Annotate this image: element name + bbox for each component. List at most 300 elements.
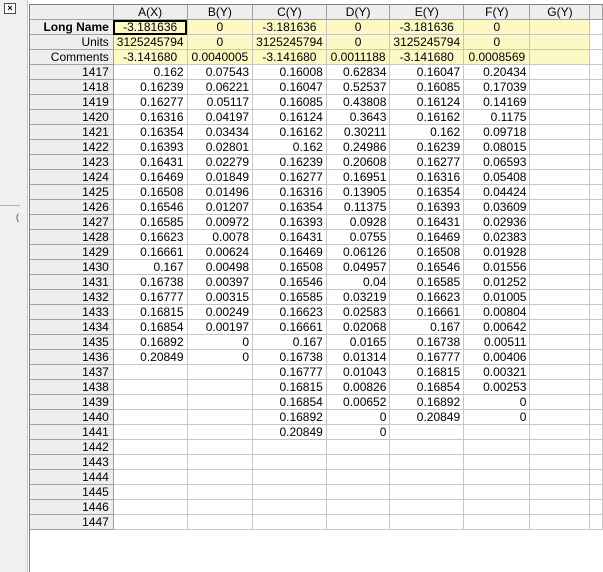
- data-cell[interactable]: 0.16585: [113, 215, 187, 230]
- worksheet-grid[interactable]: [29, 4, 603, 572]
- data-cell[interactable]: 0.16777: [390, 350, 464, 365]
- data-cell[interactable]: 0.16815: [390, 365, 464, 380]
- meta-cell[interactable]: [530, 50, 590, 65]
- data-cell[interactable]: 0.04424: [464, 185, 530, 200]
- data-cell[interactable]: [113, 380, 187, 395]
- data-cell[interactable]: 0.16777: [113, 290, 187, 305]
- data-cell[interactable]: [390, 440, 464, 455]
- data-cell[interactable]: 0.16623: [253, 305, 327, 320]
- data-cell[interactable]: [113, 515, 187, 530]
- data-cell[interactable]: 0.16239: [390, 140, 464, 155]
- data-cell[interactable]: 0.16162: [390, 110, 464, 125]
- data-cell[interactable]: [390, 515, 464, 530]
- meta-cell[interactable]: [530, 20, 590, 35]
- data-cell[interactable]: 0.52537: [326, 80, 390, 95]
- meta-cell[interactable]: 0: [326, 20, 390, 35]
- meta-cell[interactable]: 3125245794: [253, 35, 327, 50]
- data-cell[interactable]: [390, 500, 464, 515]
- data-cell[interactable]: [113, 395, 187, 410]
- data-cell[interactable]: 0.167: [390, 320, 464, 335]
- data-cell[interactable]: 0.16354: [113, 125, 187, 140]
- row-number[interactable]: 1427: [30, 215, 113, 230]
- data-cell[interactable]: 0.01005: [464, 290, 530, 305]
- data-cell[interactable]: 0.16585: [253, 290, 327, 305]
- column-header[interactable]: C(Y): [253, 5, 327, 20]
- data-cell[interactable]: [326, 455, 390, 470]
- data-cell[interactable]: [530, 515, 590, 530]
- data-cell[interactable]: [530, 95, 590, 110]
- data-cell[interactable]: 0.16892: [390, 395, 464, 410]
- data-cell[interactable]: 0.16316: [390, 170, 464, 185]
- data-cell[interactable]: 0.16623: [390, 290, 464, 305]
- row-number[interactable]: 1424: [30, 170, 113, 185]
- column-header[interactable]: D(Y): [326, 5, 390, 20]
- data-cell[interactable]: 0.16277: [390, 155, 464, 170]
- data-cell[interactable]: [530, 335, 590, 350]
- row-number[interactable]: 1438: [30, 380, 113, 395]
- data-cell[interactable]: 0.16085: [253, 95, 327, 110]
- data-cell[interactable]: 0.16623: [113, 230, 187, 245]
- data-cell[interactable]: [187, 440, 253, 455]
- data-cell[interactable]: [187, 485, 253, 500]
- row-filler: [590, 185, 603, 200]
- data-cell[interactable]: 0: [464, 395, 530, 410]
- data-cell[interactable]: 0.03609: [464, 200, 530, 215]
- close-icon[interactable]: ×: [4, 3, 16, 14]
- row-filler: [590, 260, 603, 275]
- data-cell[interactable]: [464, 485, 530, 500]
- meta-cell[interactable]: [530, 35, 590, 50]
- data-cell[interactable]: 0.16162: [253, 125, 327, 140]
- data-cell[interactable]: 0.16951: [326, 170, 390, 185]
- row-filler: [590, 350, 603, 365]
- data-cell[interactable]: [113, 455, 187, 470]
- row-number[interactable]: 1428: [30, 230, 113, 245]
- data-cell[interactable]: [464, 515, 530, 530]
- data-cell[interactable]: [390, 470, 464, 485]
- row-number[interactable]: 1430: [30, 260, 113, 275]
- row-number[interactable]: 1418: [30, 80, 113, 95]
- data-cell[interactable]: 0.02279: [187, 155, 253, 170]
- data-cell[interactable]: [530, 230, 590, 245]
- row-filler: [590, 410, 603, 425]
- data-cell[interactable]: 0.16508: [113, 185, 187, 200]
- data-cell[interactable]: 0.06126: [326, 245, 390, 260]
- data-cell[interactable]: [113, 440, 187, 455]
- table-row: [30, 170, 603, 185]
- column-header[interactable]: A(X): [113, 5, 187, 20]
- row-number[interactable]: 1441: [30, 425, 113, 440]
- data-cell[interactable]: 0.162: [113, 65, 187, 80]
- row-filler: [590, 110, 603, 125]
- meta-row-label[interactable]: Units: [30, 35, 113, 50]
- column-header-filler: [590, 5, 603, 20]
- data-cell[interactable]: [530, 485, 590, 500]
- meta-cell[interactable]: 0.0008569: [464, 50, 530, 65]
- data-cell[interactable]: [326, 440, 390, 455]
- data-cell[interactable]: 0.02583: [326, 305, 390, 320]
- data-cell[interactable]: 0.20608: [326, 155, 390, 170]
- data-cell[interactable]: 0.16508: [390, 245, 464, 260]
- data-cell[interactable]: [253, 500, 327, 515]
- data-cell[interactable]: [530, 215, 590, 230]
- meta-cell[interactable]: -3.181636: [113, 20, 187, 35]
- row-number[interactable]: 1444: [30, 470, 113, 485]
- data-cell[interactable]: 0.00197: [187, 320, 253, 335]
- data-cell[interactable]: [530, 395, 590, 410]
- data-cell[interactable]: 0.01043: [326, 365, 390, 380]
- data-cell[interactable]: 0.16661: [113, 245, 187, 260]
- data-cell[interactable]: [530, 155, 590, 170]
- data-cell[interactable]: 0.16316: [113, 110, 187, 125]
- data-cell[interactable]: 0.03219: [326, 290, 390, 305]
- data-cell[interactable]: 0.08015: [464, 140, 530, 155]
- data-cell[interactable]: [253, 455, 327, 470]
- corner-cell[interactable]: [30, 5, 113, 20]
- data-cell[interactable]: 0.11375: [326, 200, 390, 215]
- data-cell[interactable]: 0.16854: [113, 320, 187, 335]
- data-cell[interactable]: [187, 410, 253, 425]
- row-number[interactable]: 1433: [30, 305, 113, 320]
- data-cell[interactable]: 0.16431: [390, 215, 464, 230]
- data-cell[interactable]: [530, 380, 590, 395]
- data-cell[interactable]: [390, 455, 464, 470]
- data-cell[interactable]: [530, 500, 590, 515]
- data-cell[interactable]: 0.0165: [326, 335, 390, 350]
- data-cell[interactable]: [530, 320, 590, 335]
- column-header[interactable]: F(Y): [464, 5, 530, 20]
- data-cell[interactable]: [530, 455, 590, 470]
- row-number[interactable]: 1425: [30, 185, 113, 200]
- data-cell[interactable]: 0.00397: [187, 275, 253, 290]
- meta-row-label[interactable]: Comments: [30, 50, 113, 65]
- data-cell[interactable]: [187, 500, 253, 515]
- column-header[interactable]: B(Y): [187, 5, 253, 20]
- data-cell[interactable]: 0.06593: [464, 155, 530, 170]
- data-cell[interactable]: 0.16854: [390, 380, 464, 395]
- data-cell[interactable]: [390, 485, 464, 500]
- data-cell[interactable]: [326, 500, 390, 515]
- table-row: [30, 245, 603, 260]
- row-number[interactable]: 1446: [30, 500, 113, 515]
- meta-cell[interactable]: 0: [464, 35, 530, 50]
- data-cell[interactable]: 0.01928: [464, 245, 530, 260]
- meta-cell[interactable]: 0: [326, 35, 390, 50]
- row-number[interactable]: 1423: [30, 155, 113, 170]
- data-cell[interactable]: 0: [187, 335, 253, 350]
- data-cell[interactable]: 0.16393: [253, 215, 327, 230]
- data-cell[interactable]: 0.00972: [187, 215, 253, 230]
- row-number[interactable]: 1417: [30, 65, 113, 80]
- column-header[interactable]: G(Y): [530, 5, 590, 20]
- data-cell[interactable]: 0.16431: [253, 230, 327, 245]
- data-cell[interactable]: 0.16277: [113, 95, 187, 110]
- data-cell[interactable]: 0.17039: [464, 80, 530, 95]
- data-cell[interactable]: [187, 380, 253, 395]
- data-cell[interactable]: 0.16546: [253, 275, 327, 290]
- data-cell[interactable]: 0.01252: [464, 275, 530, 290]
- row-filler: [590, 170, 603, 185]
- data-cell[interactable]: 0.16047: [390, 65, 464, 80]
- data-cell[interactable]: [187, 395, 253, 410]
- data-cell[interactable]: [530, 170, 590, 185]
- row-number[interactable]: 1435: [30, 335, 113, 350]
- data-cell[interactable]: 0.01496: [187, 185, 253, 200]
- data-cell[interactable]: 0.3643: [326, 110, 390, 125]
- data-cell[interactable]: 0.16469: [253, 245, 327, 260]
- data-cell[interactable]: [113, 425, 187, 440]
- row-number[interactable]: 1437: [30, 365, 113, 380]
- data-cell[interactable]: 0.00511: [464, 335, 530, 350]
- data-cell[interactable]: 0.01849: [187, 170, 253, 185]
- data-cell[interactable]: [530, 410, 590, 425]
- data-cell[interactable]: 0.16546: [390, 260, 464, 275]
- row-filler: [590, 320, 603, 335]
- data-cell[interactable]: 0.03434: [187, 125, 253, 140]
- data-cell[interactable]: 0.16469: [390, 230, 464, 245]
- data-cell[interactable]: 0.00321: [464, 365, 530, 380]
- data-cell[interactable]: 0.16585: [390, 275, 464, 290]
- data-cell[interactable]: 0.00498: [187, 260, 253, 275]
- row-number[interactable]: 1445: [30, 485, 113, 500]
- data-cell[interactable]: [530, 365, 590, 380]
- data-cell[interactable]: 0.04197: [187, 110, 253, 125]
- row-number[interactable]: 1443: [30, 455, 113, 470]
- data-cell[interactable]: 0.20849: [253, 425, 327, 440]
- meta-cell[interactable]: 0: [464, 20, 530, 35]
- data-cell[interactable]: [464, 470, 530, 485]
- row-number[interactable]: 1426: [30, 200, 113, 215]
- meta-cell[interactable]: -3.141680: [253, 50, 327, 65]
- row-number[interactable]: 1419: [30, 95, 113, 110]
- data-cell[interactable]: [253, 515, 327, 530]
- data-cell[interactable]: [326, 515, 390, 530]
- data-cell[interactable]: 0.00406: [464, 350, 530, 365]
- data-cell[interactable]: [530, 470, 590, 485]
- row-number[interactable]: 1442: [30, 440, 113, 455]
- data-cell[interactable]: 0.16892: [113, 335, 187, 350]
- data-cell[interactable]: 0.16815: [253, 380, 327, 395]
- data-cell[interactable]: 0.16354: [390, 185, 464, 200]
- data-cell[interactable]: [530, 290, 590, 305]
- data-cell[interactable]: 0.20849: [113, 350, 187, 365]
- data-cell[interactable]: 0.16431: [113, 155, 187, 170]
- data-cell[interactable]: 0.05117: [187, 95, 253, 110]
- row-number[interactable]: 1434: [30, 320, 113, 335]
- data-cell[interactable]: [530, 245, 590, 260]
- row-number[interactable]: 1432: [30, 290, 113, 305]
- data-cell[interactable]: 0.00804: [464, 305, 530, 320]
- row-number[interactable]: 1422: [30, 140, 113, 155]
- data-cell[interactable]: 0.04957: [326, 260, 390, 275]
- data-cell[interactable]: [530, 125, 590, 140]
- row-filler: [590, 65, 603, 80]
- data-cell[interactable]: 0.00315: [187, 290, 253, 305]
- row-number[interactable]: 1439: [30, 395, 113, 410]
- data-cell[interactable]: 0.16738: [390, 335, 464, 350]
- data-cell[interactable]: [464, 425, 530, 440]
- data-cell[interactable]: 0.1175: [464, 110, 530, 125]
- data-cell[interactable]: 0.20849: [390, 410, 464, 425]
- data-cell[interactable]: 0.0755: [326, 230, 390, 245]
- data-cell[interactable]: [530, 260, 590, 275]
- row-number[interactable]: 1436: [30, 350, 113, 365]
- data-cell[interactable]: 0.167: [113, 260, 187, 275]
- data-cell[interactable]: 0.16738: [113, 275, 187, 290]
- column-header[interactable]: E(Y): [390, 5, 464, 20]
- data-cell[interactable]: [530, 350, 590, 365]
- data-cell[interactable]: 0.30211: [326, 125, 390, 140]
- data-cell[interactable]: [187, 470, 253, 485]
- data-cell[interactable]: [530, 110, 590, 125]
- data-cell[interactable]: [187, 515, 253, 530]
- meta-row-label[interactable]: Long Name: [30, 20, 113, 35]
- data-cell[interactable]: 0: [326, 410, 390, 425]
- table-row: [30, 500, 603, 515]
- data-cell[interactable]: 0.00253: [464, 380, 530, 395]
- data-cell[interactable]: [113, 485, 187, 500]
- meta-cell[interactable]: 0: [187, 35, 253, 50]
- data-cell[interactable]: [390, 425, 464, 440]
- data-cell[interactable]: [113, 365, 187, 380]
- data-cell[interactable]: 0.00249: [187, 305, 253, 320]
- data-cell[interactable]: [253, 485, 327, 500]
- row-number[interactable]: 1429: [30, 245, 113, 260]
- data-cell[interactable]: [464, 455, 530, 470]
- data-cell[interactable]: 0.20434: [464, 65, 530, 80]
- data-cell[interactable]: 0.16393: [113, 140, 187, 155]
- meta-cell[interactable]: 3125245794: [113, 35, 187, 50]
- meta-cell[interactable]: -3.181636: [390, 20, 464, 35]
- data-cell[interactable]: [253, 470, 327, 485]
- data-cell[interactable]: 0.01314: [326, 350, 390, 365]
- data-cell[interactable]: 0.04: [326, 275, 390, 290]
- meta-cell[interactable]: 0.0011188: [326, 50, 390, 65]
- row-number[interactable]: 1431: [30, 275, 113, 290]
- data-cell[interactable]: 0.16393: [390, 200, 464, 215]
- data-cell[interactable]: 0.00826: [326, 380, 390, 395]
- data-cell[interactable]: 0.16047: [253, 80, 327, 95]
- data-cell[interactable]: [530, 185, 590, 200]
- row-filler: [590, 425, 603, 440]
- data-cell[interactable]: 0.16854: [253, 395, 327, 410]
- meta-cell[interactable]: -3.181636: [253, 20, 327, 35]
- data-cell[interactable]: 0.16815: [113, 305, 187, 320]
- data-cell[interactable]: [187, 365, 253, 380]
- data-cell[interactable]: 0.02068: [326, 320, 390, 335]
- row-number[interactable]: 1420: [30, 110, 113, 125]
- data-cell[interactable]: 0.167: [253, 335, 327, 350]
- row-filler: [590, 245, 603, 260]
- data-cell[interactable]: 0.00652: [326, 395, 390, 410]
- data-cell[interactable]: [464, 500, 530, 515]
- data-cell[interactable]: [187, 425, 253, 440]
- data-cell[interactable]: 0.62834: [326, 65, 390, 80]
- data-cell[interactable]: [326, 470, 390, 485]
- data-cell[interactable]: [326, 485, 390, 500]
- data-cell[interactable]: 0.162: [390, 125, 464, 140]
- data-cell[interactable]: [530, 140, 590, 155]
- data-cell[interactable]: 0.14169: [464, 95, 530, 110]
- data-cell[interactable]: 0.16546: [113, 200, 187, 215]
- data-cell[interactable]: 0.0078: [187, 230, 253, 245]
- data-cell[interactable]: [530, 65, 590, 80]
- data-cell[interactable]: 0.05408: [464, 170, 530, 185]
- row-filler: [590, 50, 603, 65]
- data-cell[interactable]: 0.24986: [326, 140, 390, 155]
- meta-cell[interactable]: 0.0040005: [187, 50, 253, 65]
- data-cell[interactable]: 0.43808: [326, 95, 390, 110]
- data-cell[interactable]: 0: [187, 350, 253, 365]
- data-cell[interactable]: 0.00642: [464, 320, 530, 335]
- data-cell[interactable]: 0.01207: [187, 200, 253, 215]
- data-cell[interactable]: 0.02383: [464, 230, 530, 245]
- data-cell[interactable]: 0.16239: [113, 80, 187, 95]
- data-cell[interactable]: 0: [326, 425, 390, 440]
- meta-cell[interactable]: -3.141680: [390, 50, 464, 65]
- data-cell[interactable]: 0.02936: [464, 215, 530, 230]
- row-number[interactable]: 1447: [30, 515, 113, 530]
- data-cell[interactable]: 0.16508: [253, 260, 327, 275]
- data-cell[interactable]: 0.13905: [326, 185, 390, 200]
- data-cell[interactable]: [530, 440, 590, 455]
- data-cell[interactable]: [113, 470, 187, 485]
- row-filler: [590, 380, 603, 395]
- data-cell[interactable]: 0: [464, 410, 530, 425]
- data-cell[interactable]: [530, 425, 590, 440]
- data-cell[interactable]: 0.06221: [187, 80, 253, 95]
- data-cell[interactable]: 0.02801: [187, 140, 253, 155]
- data-cell[interactable]: 0.0928: [326, 215, 390, 230]
- data-cell[interactable]: 0.07543: [187, 65, 253, 80]
- data-cell[interactable]: 0.16085: [390, 80, 464, 95]
- data-cell[interactable]: [464, 440, 530, 455]
- data-cell[interactable]: 0.16777: [253, 365, 327, 380]
- data-cell[interactable]: [530, 275, 590, 290]
- data-cell[interactable]: 0.16008: [253, 65, 327, 80]
- data-cell[interactable]: 0.00624: [187, 245, 253, 260]
- meta-cell[interactable]: 3125245794: [390, 35, 464, 50]
- data-cell[interactable]: [530, 80, 590, 95]
- data-cell[interactable]: [113, 410, 187, 425]
- data-cell[interactable]: 0.16661: [390, 305, 464, 320]
- data-cell[interactable]: 0.16124: [253, 110, 327, 125]
- data-cell[interactable]: 0.09718: [464, 125, 530, 140]
- data-cell[interactable]: 0.16316: [253, 185, 327, 200]
- data-cell[interactable]: [530, 305, 590, 320]
- data-cell[interactable]: [113, 500, 187, 515]
- data-cell[interactable]: 0.16892: [253, 410, 327, 425]
- data-cell[interactable]: 0.01556: [464, 260, 530, 275]
- row-number[interactable]: 1440: [30, 410, 113, 425]
- table-row: [30, 470, 603, 485]
- meta-cell[interactable]: 0: [187, 20, 253, 35]
- data-cell[interactable]: 0.16469: [113, 170, 187, 185]
- data-cell[interactable]: [253, 440, 327, 455]
- data-cell[interactable]: 0.16661: [253, 320, 327, 335]
- data-cell[interactable]: 0.16239: [253, 155, 327, 170]
- data-cell[interactable]: 0.16354: [253, 200, 327, 215]
- row-number[interactable]: 1421: [30, 125, 113, 140]
- data-cell[interactable]: 0.16277: [253, 170, 327, 185]
- data-cell[interactable]: [530, 200, 590, 215]
- data-cell[interactable]: 0.16124: [390, 95, 464, 110]
- data-cell[interactable]: [187, 455, 253, 470]
- side-tab-glyph[interactable]: (: [16, 212, 19, 222]
- data-cell[interactable]: 0.16738: [253, 350, 327, 365]
- meta-cell[interactable]: -3.141680: [113, 50, 187, 65]
- data-cell[interactable]: 0.162: [253, 140, 327, 155]
